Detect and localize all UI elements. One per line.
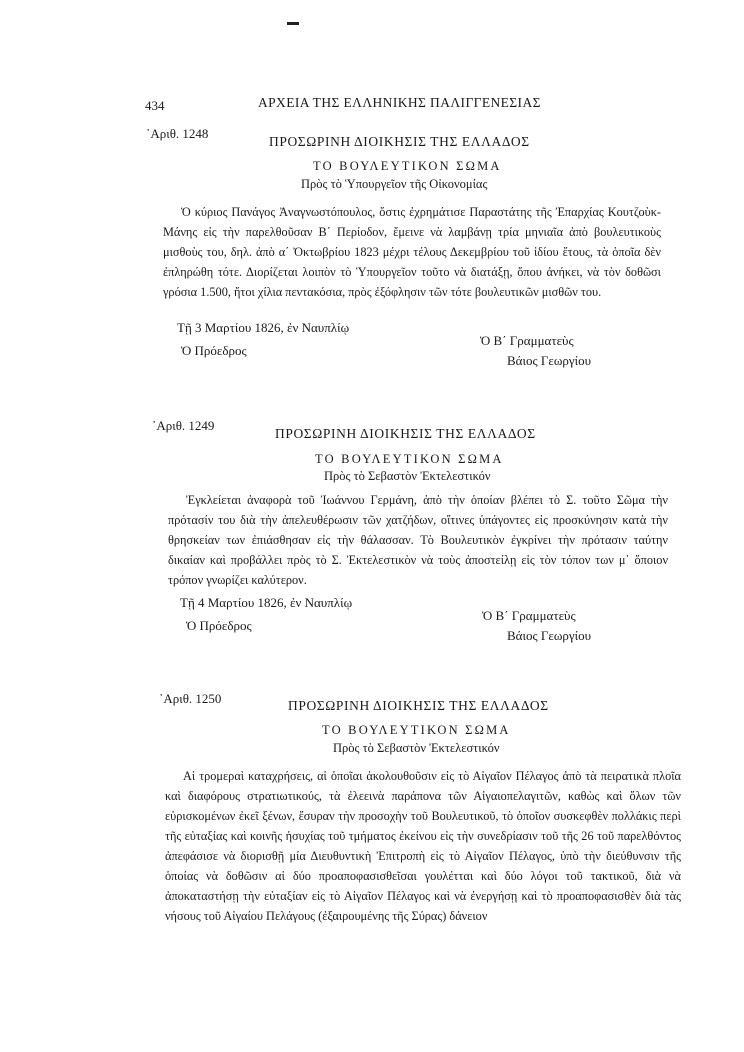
recipient: Πρὸς τὸ Σεβαστὸν Ἐκτελεστικόν — [324, 469, 491, 483]
document-text: Ἐγκλείεται ἀναφορὰ τοῦ Ἰωάννου Γερμάνη, ἀπὸ τὴν ὁποίαν βλέπει τὸ Σ. τοῦτο Σῶμα τὴν πρότασίν του διὰ τὴν ἀπελευθέρωσιν τῶν χατζήδων, οἵτινες ὑπάγοντες εἰς προσκύνησιν κατὰ τὴν θρησκείαν των ἐπιάσθησαν εἰς τὴν θάλασσαν. Τὸ Βουλευτικὸν ἐγκρίνει τὴν πρότασιν ταύτην δικαίαν καὶ προβάλλει πρὸς τὸ Σ. Ἐκτελεστικὸν νὰ τοὺς ἀποστείλῃ εἰς τὸν τόπον των μ᾿ ὅποιον τρόπον γνωρίζει καλύτερον. — [168, 493, 668, 587]
secretary-title: Ὁ Β΄ Γραμματεὺς — [480, 333, 574, 348]
president-signature: Ὁ Πρόεδρος — [181, 343, 247, 358]
secretary-name: Βάιος Γεωργίου — [507, 353, 592, 368]
document-title: ΠΡΟΣΩΡΙΝΗ ΔΙΟΙΚΗΣΙΣ ΤΗΣ ΕΛΛΑΔΟΣ — [269, 134, 530, 149]
secretary-name: Βάιος Γεωργίου — [507, 628, 592, 643]
document-date: Τῇ 3 Μαρτίου 1826, ἐν Ναυπλίῳ — [177, 320, 350, 335]
page-number: 434 — [145, 98, 165, 113]
secretary-title: Ὁ Β΄ Γραμματεὺς — [482, 608, 576, 623]
body-title: ΤΟ ΒΟΥΛΕΥΤΙΚΟΝ ΣΩΜΑ — [315, 452, 504, 466]
document-text: Ὁ κύριος Πανάγος Ἀναγνωστόπουλος, ὅστις ἐχρημάτισε Παραστάτης τῆς Ἐπαρχίας Κουτζοὺκ-Μάνης εἰς τὴν παρελθοῦσαν Β΄ Περίοδον, ἔμεινε νὰ λαμβάνῃ τρία μηνιαῖα ἀπὸ βουλευτικοὺς μισθοὺς του, δηλ. ἀπὸ α΄ Ὀκτωβρίου 1823 μέχρι τέλους Δεκεμβρίου τοῦ ἰδίου ἔτους, τὰ ὁποῖα δὲν ἐπληρώθη τότε. Διορίζεται λοιπὸν τὸ Ὑπουργεῖον τοῦτο νὰ διατάξῃ, ὅπου ἀνήκει, νὰ τὸν δοθῶσι γρόσια 1.500, ἤτοι χίλια πεντακόσια, πρὸς ἐξόφλησιν τῶν τότε βουλευτικῶν μισθῶν του. — [163, 205, 661, 299]
running-title: ΑΡΧΕΙΑ ΤΗΣ ΕΛΛΗΝΙΚΗΣ ΠΑΛΙΓΓΕΝΕΣΙΑΣ — [258, 95, 541, 110]
president-signature: Ὁ Πρόεδρος — [186, 618, 252, 633]
body-title: ΤΟ ΒΟΥΛΕΥΤΙΚΟΝ ΣΩΜΑ — [313, 159, 502, 173]
document-text: Αἱ τρομεραὶ καταχρήσεις, αἱ ὁποῖαι ἀκολουθοῦσιν εἰς τὸ Αἰγαῖον Πέλαγος ἀπὸ τὰ πειρατικὰ πλοῖα καὶ διαφόρους στρατιωτικούς, τὰ ἐλεεινὰ παράπονα τῶν Αἰγαιοπελαγιτῶν, καθὼς καὶ ὅλων τῶν εὑρισκομένων ἐκεῖ ξένων, ἔσυραν τὴν προσοχὴν τοῦ Βουλευτικοῦ, τὸ ὁποῖον συσκεφθὲν πολλάκις περὶ τῆς εὐταξίας καὶ κοινῆς ἡσυχίας τοῦ τμήματος ἐκείνου εἰς τὴν συνεδρίασιν τοῦ τῆς 26 τοῦ παρελθόντος ἀπεφάσισε νὰ διορισθῇ μία Διευθυντικὴ Ἐπιτροπὴ εἰς τὸ Αἰγαῖον Πέλαγος, ὑπὸ τὴν διεύθυνσιν τῆς ὁποίας νὰ δοθῶσιν αἱ δύο προαποφασισθεῖσαι γουλέτται καὶ δύο λόγοι τοῦ τακτικοῦ, διὰ νὰ ἀποκαταστήσῃ τὴν εὐταξίαν εἰς τὸ Αἰγαῖον Πέλαγος καὶ νὰ ἐνεργήσῃ καὶ τὸ προαποφασισθὲν διὰ τὰς νήσους τοῦ Αἰγαίου Πελάγους (ἐξαιρουμένης τῆς Σύρας) δάνειον — [165, 769, 681, 923]
document-number: ᾿Αριθ. 1250 — [159, 691, 222, 706]
document-number: ᾿Αριθ. 1249 — [152, 418, 215, 433]
document-title: ΠΡΟΣΩΡΙΝΗ ΔΙΟΙΚΗΣΙΣ ΤΗΣ ΕΛΛΑΔΟΣ — [288, 698, 549, 713]
recipient: Πρὸς τὸ Ὑπουργεῖον τῆς Οἰκονομίας — [301, 177, 488, 191]
document-title: ΠΡΟΣΩΡΙΝΗ ΔΙΟΙΚΗΣΙΣ ΤΗΣ ΕΛΛΑΔΟΣ — [275, 426, 536, 441]
document-number: ᾿Αριθ. 1248 — [146, 126, 209, 141]
recipient: Πρὸς τὸ Σεβαστὸν Ἐκτελεστικόν — [333, 741, 500, 755]
document-date: Τῇ 4 Μαρτίου 1826, ἐν Ναυπλίῳ — [180, 595, 353, 610]
scan-mark — [287, 22, 299, 25]
body-title: ΤΟ ΒΟΥΛΕΥΤΙΚΟΝ ΣΩΜΑ — [322, 723, 511, 737]
